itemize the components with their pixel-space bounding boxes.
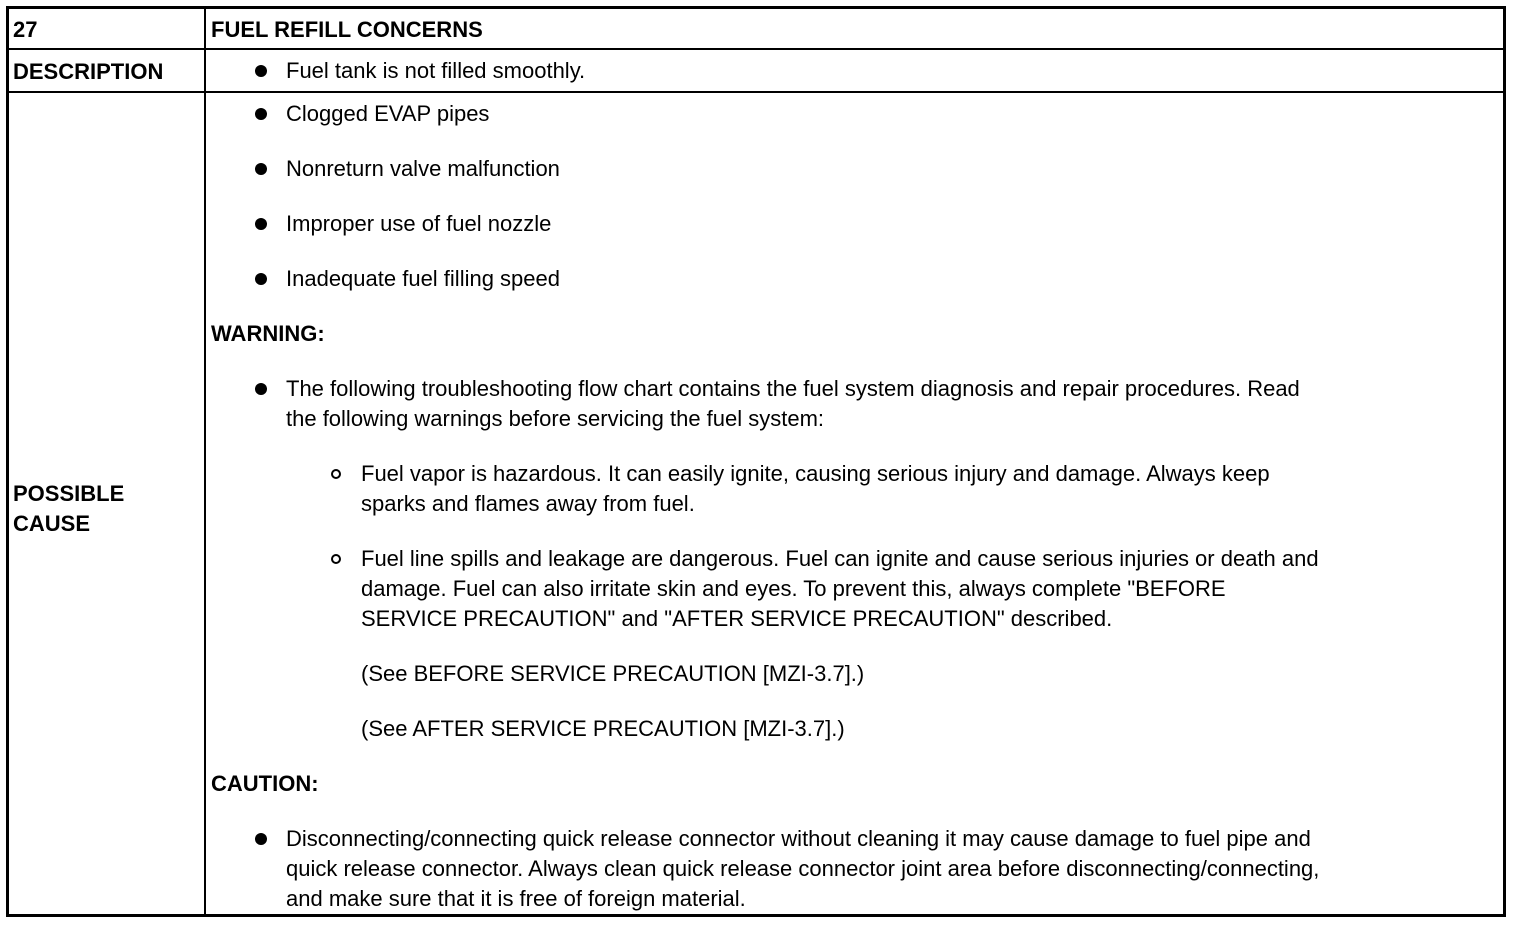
bullet-icon	[255, 65, 267, 77]
troubleshooting-table	[6, 6, 1506, 917]
caution-line3: and make sure that it is free of foreign material.	[286, 886, 746, 911]
bullet-icon	[255, 163, 267, 175]
description-item: Fuel tank is not filled smoothly.	[286, 58, 586, 83]
column-divider	[204, 9, 206, 48]
warning-sub2-line1: Fuel line spills and leakage are dangerous. Fuel can ignite and cause serious injuries or death and	[361, 546, 1319, 571]
cause-item: Clogged EVAP pipes	[286, 101, 490, 126]
bullet-icon	[255, 273, 267, 285]
item-number: 27	[13, 17, 38, 42]
caution-line1: Disconnecting/connecting quick release connector without cleaning it may cause damage to fuel pipe and	[286, 826, 1311, 851]
caution-line2: quick release connector. Always clean quick release connector joint area before disconnecting/connecting,	[286, 856, 1320, 881]
reference-after-service: (See AFTER SERVICE PRECAUTION [MZI-3.7].)	[361, 716, 845, 741]
bullet-icon	[255, 383, 267, 395]
warning-intro-line2: the following warnings before servicing the fuel system:	[286, 406, 825, 431]
possible-cause-label-line1: POSSIBLE	[13, 481, 125, 506]
warning-sub1-line1: Fuel vapor is hazardous. It can easily ignite, causing serious injury and damage. Always keep	[361, 461, 1270, 486]
description-row	[9, 50, 1503, 93]
cause-item: Inadequate fuel filling speed	[286, 266, 560, 291]
sub-bullet-icon	[331, 554, 341, 564]
reference-before-service: (See BEFORE SERVICE PRECAUTION [MZI-3.7].)	[361, 661, 865, 686]
warning-sub2-line3: SERVICE PRECAUTION" and "AFTER SERVICE PRECAUTION" described.	[361, 606, 1113, 631]
cause-item: Nonreturn valve malfunction	[286, 156, 560, 181]
warning-intro-line1: The following troubleshooting flow chart contains the fuel system diagnosis and repair procedures. Read	[286, 376, 1300, 401]
cause-item: Improper use of fuel nozzle	[286, 211, 552, 236]
warning-heading: WARNING:	[211, 321, 325, 346]
table-title: FUEL REFILL CONCERNS	[211, 17, 483, 42]
possible-cause-row	[9, 93, 1503, 914]
bullet-icon	[255, 108, 267, 120]
bullet-icon	[255, 833, 267, 845]
description-label: DESCRIPTION	[13, 59, 164, 84]
warning-sub2-line2: damage. Fuel can also irritate skin and eyes. To prevent this, always complete "BEFORE	[361, 576, 1226, 601]
column-divider	[204, 50, 206, 91]
sub-bullet-icon	[331, 469, 341, 479]
bullet-icon	[255, 218, 267, 230]
warning-sub1-line2: sparks and flames away from fuel.	[361, 491, 695, 516]
column-divider	[204, 93, 206, 914]
caution-heading: CAUTION:	[211, 771, 319, 796]
header-row	[9, 9, 1503, 50]
possible-cause-label	[13, 479, 124, 539]
possible-cause-label-line2: CAUSE	[13, 511, 91, 536]
